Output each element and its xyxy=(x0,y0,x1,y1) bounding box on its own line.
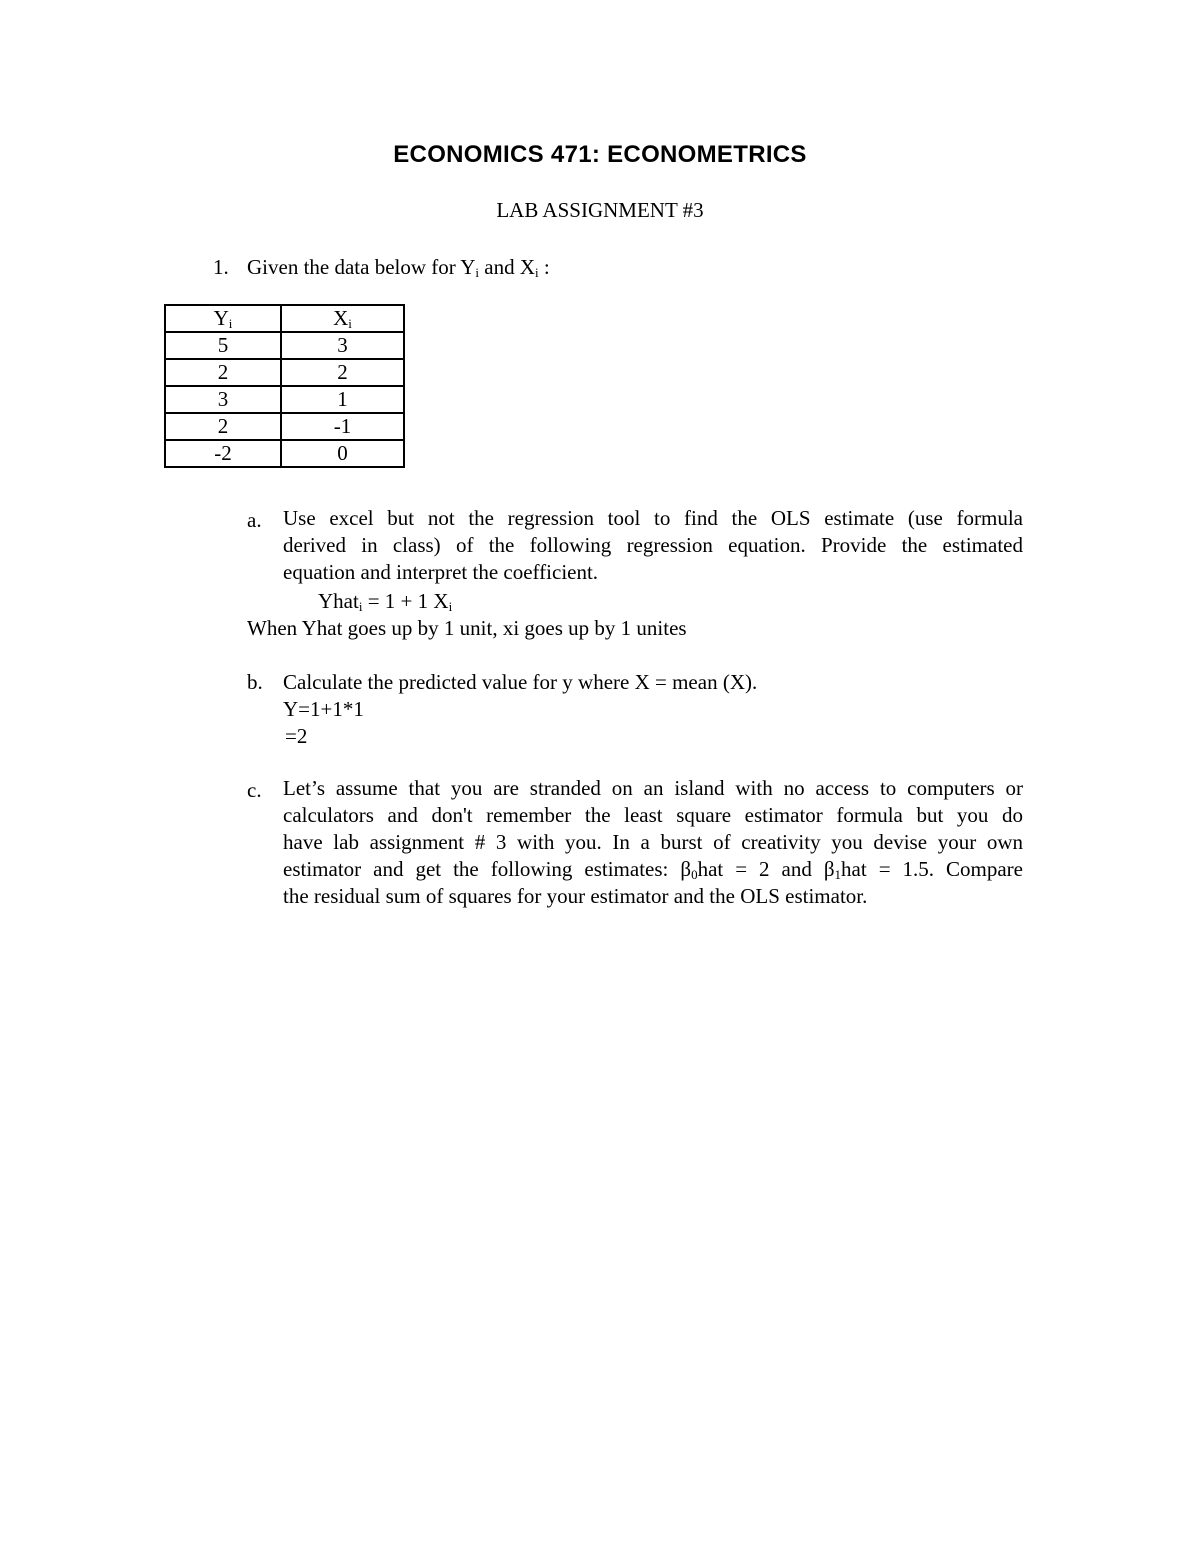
document-subtitle: LAB ASSIGNMENT #3 xyxy=(496,198,704,222)
cell-y: -2 xyxy=(165,440,281,467)
document-title: ECONOMICS 471: ECONOMETRICS xyxy=(393,141,807,168)
table-header-row xyxy=(165,305,404,332)
part-a-label: a. xyxy=(247,508,262,532)
header-y: $Y_i$ xyxy=(165,305,281,332)
part-c-text xyxy=(283,775,1023,910)
cell-x: -1 xyxy=(281,413,404,440)
table-row xyxy=(165,440,404,467)
part-c-line: the residual sum of squares for your estimator and the OLS estimator. xyxy=(283,884,868,908)
cell-x: 2 xyxy=(281,359,404,386)
part-a-line: derived in class) of the following regression equation. Provide the estimated xyxy=(283,533,1023,557)
header-x: $X_i$ xyxy=(281,305,404,332)
cell-y: 5 xyxy=(165,332,281,359)
part-b-text: Calculate the predicted value for y where X = mean (X). xyxy=(283,670,758,694)
part-c-line: estimator and get the following estimates: $\beta_0hat = 2$ and $\beta_1hat = 1.5$. Compare xyxy=(283,857,1023,882)
part-a-answer: When Yhat goes up by 1 unit, xi goes up by 1 unites xyxy=(247,616,687,640)
part-b-answer-line1: Y=1+1*1 xyxy=(283,697,364,721)
cell-x: 0 xyxy=(281,440,404,467)
table-row xyxy=(165,359,404,386)
question-text: Given the data below for $Y_i$ and $X_i$ : xyxy=(247,255,550,280)
cell-y: 3 xyxy=(165,386,281,413)
table-row xyxy=(165,386,404,413)
part-c-label: c. xyxy=(247,778,262,802)
table-row xyxy=(165,332,404,359)
part-a-equation: Yhat$_i$ = 1 + 1 $X_i$ xyxy=(318,589,453,614)
part-b-label: b. xyxy=(247,670,263,694)
cell-y: 2 xyxy=(165,413,281,440)
cell-x: 3 xyxy=(281,332,404,359)
part-b-answer-line2: =2 xyxy=(285,724,308,748)
part-c-line: have lab assignment # 3 with you. In a burst of creativity you devise your own xyxy=(283,830,1023,854)
part-a-text xyxy=(283,505,1023,586)
table-row xyxy=(165,413,404,440)
data-table xyxy=(164,304,405,468)
part-a-line: Use excel but not the regression tool to find the OLS estimate (use formula xyxy=(283,506,1023,530)
question-number: 1. xyxy=(213,255,229,279)
cell-y: 2 xyxy=(165,359,281,386)
part-c-line: Let’s assume that you are stranded on an island with no access to computers or xyxy=(283,776,1023,800)
part-a-line: equation and interpret the coefficient. xyxy=(283,560,599,584)
cell-x: 1 xyxy=(281,386,404,413)
part-c-line: calculators and don't remember the least square estimator formula but you do xyxy=(283,803,1023,827)
